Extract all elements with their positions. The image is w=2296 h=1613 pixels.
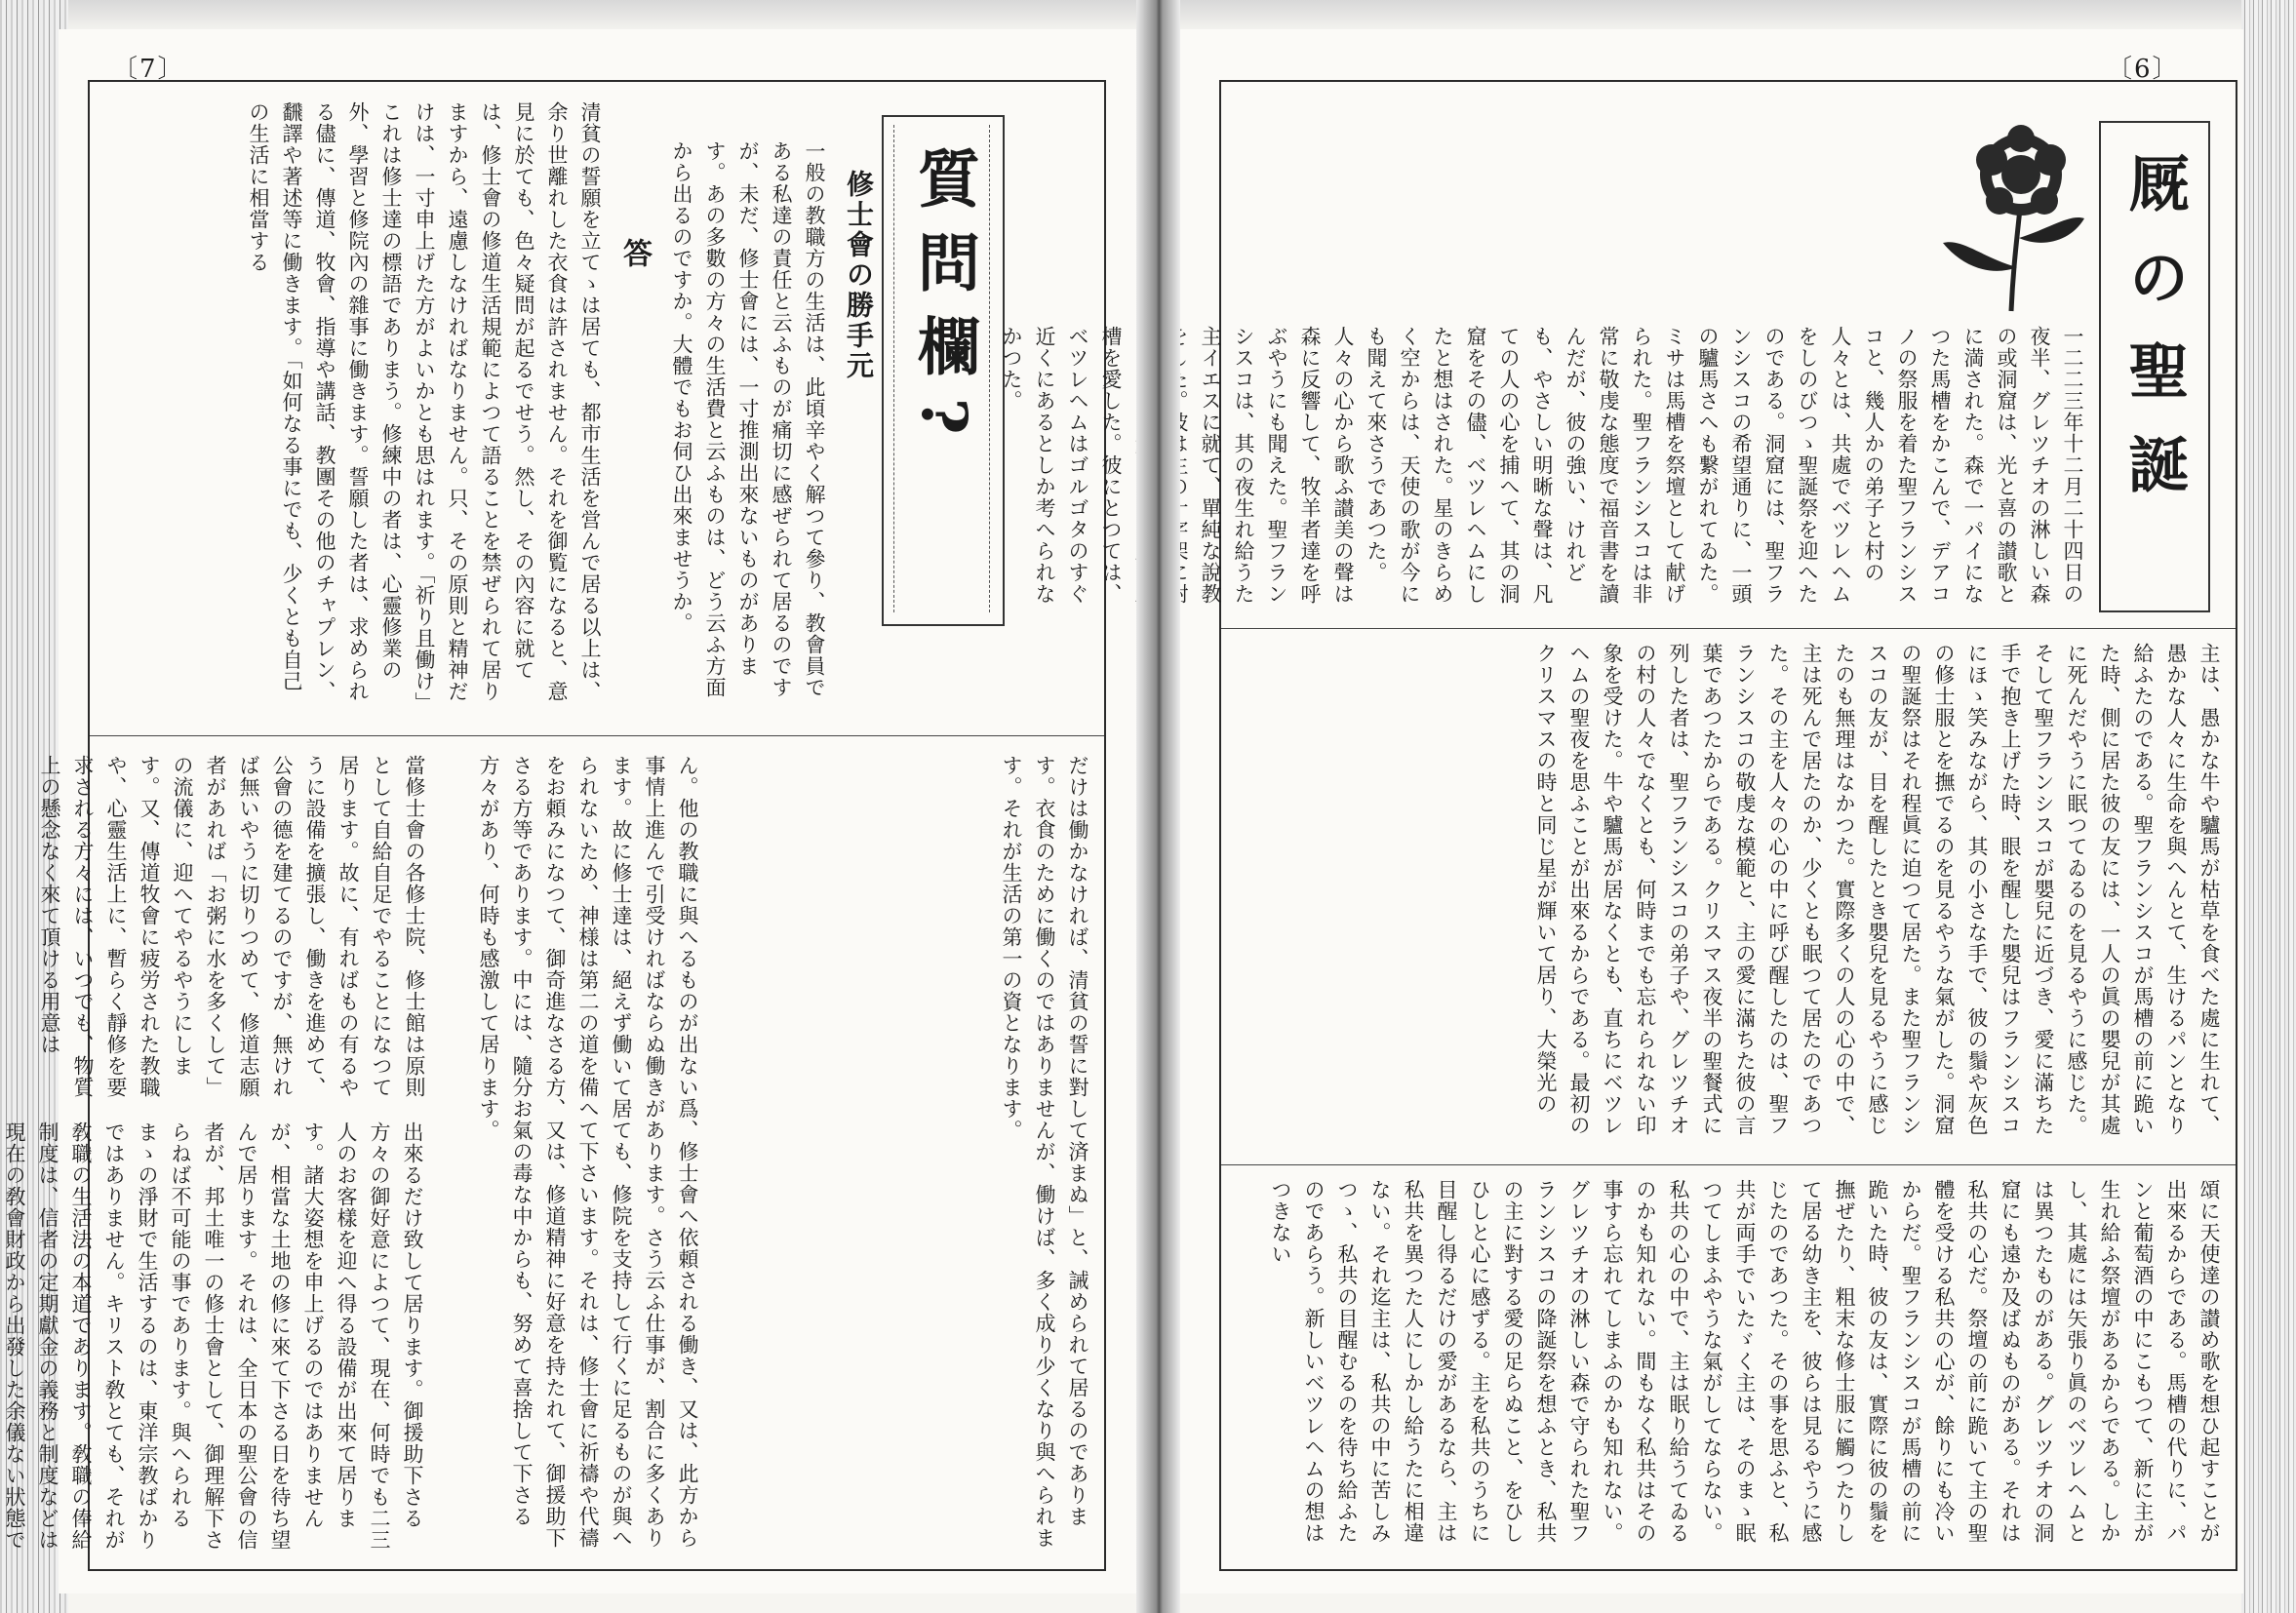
- article-text-upper: 一二二三年十二月二十四日の夜半、グレツチオの淋しい森の或洞窟は、光と喜の讃歌とに満された。森で一パイになつた馬槽をかこんで、デアコノの祭服を着た聖フランシスコと、幾人かの弟子と村の人々とは、共處でベツレヘムをしのびつゝ聖誕祭を迎へたのである。洞窟には、聖フランシスコの希望通りに、一頭の驢馬さへも繋がれてゐた。ミサは馬槽を祭壇として献げられた。聖フランシスコは非常に敬虔な態度で福音書を讀んだが、彼の強い、けれども、やさしい明晰な聲は、凡ての人の心を捕へて、其の洞窟をその儘、ベツレヘムにしたと想はされた。星のきらめく空からは、天使の歌が今にも聞えて來さうであつた。人々の心から歌ふ讃美の聲は森に反響して、牧羊者達を呼ぶやうにも聞えた。聖フランシスコは、其の夜生れ給うた主イエスに就て、單純な說教 槽を愛した。彼にとつては、ベツレヘムはゴルゴタのすぐ近くにあるとしか考へられなかつた。: [1000, 326, 2084, 605]
- page-number-6: 〔6〕: [2107, 55, 2180, 84]
- box-dash-rule: [989, 125, 990, 612]
- article-title-box: [2099, 121, 2210, 612]
- answer-heading: 答: [617, 238, 652, 267]
- question-title-box: [882, 115, 1005, 626]
- answer-text-lower-1: だけは働かなければ、清貧の誓に對して済まぬ」と、誡められて居るのであります。衣食のために働くのではありませんが、働けば、多く成り少くなり與へられます。それが生活の第一の資となります。: [1000, 755, 1089, 1549]
- article-title: 厩の聖誕: [2118, 152, 2190, 527]
- right-page-edges: [2241, 0, 2296, 1613]
- band-divider: [1221, 1164, 2236, 1165]
- answer-text-lower-2: ん。他の教職に與へるものが出ない爲、修士會へ依頼される働き、又は、此方から事情上進んで引受ければならぬ働きがあります。さう云ふ仕事が、割合に多くあります。故に修士達は、絕えず働いて居ても、修院を支持して行くに足るものが與へられないため、神様は第二の道を備へて下さいます。それは、修士會に祈禱や代禱をお頼みになつて、御奇進なさる方、又は、修道精神に好意を持たれて、御援助下さる方等であります。中には、隨分お氣の毒な中からも、努めて喜捨して下さる方々があり、何時も感激して居ります。: [477, 755, 699, 1549]
- answer-text-lower-3: 當修士會の各修士院、修士館は原則として自給自足でやることになつて居ります。故に、有ればもの有るやうに設備を擴張し、働きを進めて、公會の德を建てるのですが、無ければ無いやうに切りつめて、修道志願者があれば「お粥に水を多くして」の流儀に、迎へてやるやうにします。又、傳道牧會に疲労された教職や、心靈生活上に、暫らく靜修を要求される方々には、いつでも、物質上の懸念なく來て頂ける用意は: [38, 755, 426, 1098]
- band-divider: [1221, 628, 2236, 629]
- question-text: 一般の教職方の生活は、此頃辛やく解つて參り、教會員である私達の責任と云ふものが痛切に感ぜられて居るのですが、未だ、修士會には、一寸推測出來ないものがあります。あの多數の方々の生活費と云ふものは、どう云ふ方面から出るのですか。大體でもお伺ひ出來ませうか。: [670, 140, 826, 698]
- page-number-7: 〔7〕: [112, 55, 185, 84]
- article-text-middle: 主は、愚かな牛や驢馬が枯草を食べた處に生れて、愚かな人々に生命を與へんとて、生けるパンとなり給ふたのである。聖フランシスコが馬槽の前に跪いた時、側に居た彼の友には、一人の眞の嬰兒が其處に死んだやうに眠つてゐるのを見るやうに感じた。そして聖フランシスコが嬰兒に近づき、愛に滿ちた手で抱き上げた時、眼を醒した嬰兒はフランシスコにほゝ笑みながら、其の小さな手で、彼の鬚や灰色の修士服とを撫でるのを見るやうな氣がした。洞窟の聖誕祭はそれ程眞に迫つて居た。また聖フランシスコの友が、目を醒したとき嬰兒を見るやうに感じたのも無理はなかつた。實際多くの人の心の中で、主は死んで居たのか、少くとも眠つて居たのであつた。その主を人々の心の中に呼び醒したのは、聖フランシスコの敬虔な模範と、主の愛に滿ちた彼の言葉であつたからである。クリスマス夜半の聖餐式に列した者は、聖フランシスコの弟子や、グレツチオの村の人々でなくとも、何時までも忘れられない印象を受けた。牛や驢馬が居なくとも、直ちにベツレヘムの聖夜を思ふことが出來るからである。最初のクリスマスの時と同じ星が輝いて居り、大榮光の: [1534, 643, 2221, 1136]
- box-dash-rule: [893, 125, 894, 612]
- book-gutter: [1136, 0, 1180, 1613]
- left-lower-continuation: 出來るだけ致して居ります。御援助下さる方々の御好意によつて、現在、何時でも二三人のお客樣を迎へ得る設備が出來て居ります。諸大姿想を申上げるのではありませんが、相當な土地の修に來て下さる日を待ち望んで居ります。それは、全日本の聖公會の信者が、邦土唯一の修士會として、御理解下さらねば不可能の事であります。與へられるまゝの淨財で生活するのは、東洋宗教ばかりではありません。キリスト敎とても、それが敎職の生活法の本道であります。敎職の俸給制度は、信者の定期獻金の義務と制度などは現在の敎會財政から出發した余儀ない狀態で: [3, 1121, 424, 1551]
- answer-text-upper: 清貧の誓願を立てゝは居ても、都市生活を営んで居る以上は、余り世離れした衣食は許されません。それを御覧になると、意見に於ても、色々疑問が起るでせう。然し、その內容に就ては、修士會の修道生活規範によつて語ることを禁ぜられて居りますから、遠慮しなければなりません。只、その原則と精神だけは、一寸申上げた方がよいかとも思はれます。「祈り且働け」これは修士達の標語でありまう。修練中の者は、心靈修業の外、學習と修院內の雜事に働きます。誓願した者は、求められる儘に、傳道、牧會、指導や講話、教團その他のチャプレン、飜譯や著述等に働きます。「如何なる事にでも、少くとも自己の生活に相當する: [247, 101, 602, 703]
- article-text-lower: 頌に天使達の讃め歌を想ひ起すことが出來るからである。馬槽の代りに、パンと葡萄酒の中にこもつて、新に主が生れ給ふ祭壇があるからである。しかし、其處には矢張り眞のベツレヘムとは異つたものがある。グレツチオの洞窟にも遠か及ばぬものがある。それは私共の心だ。祭壇の前に跪いて主の聖體を受ける私共の心が、餘りにも冷いからだ。聖フランシスコが馬槽の前に跪いた時、彼の友は、實際に彼の鬚を撫ぜたり、粗末な修士服に觸つたりして居る幼き主を、彼らは見るやうに感じたのであつた。その事を思ふと、私共が両手でいたゞく主は、そのまゝ眠つてしまふやうな氣がしてならない。私共の心の中で、主は眠り給うてゐるのかも知れない。間もなく私共はその事すら忘れてしまふのかも知れない。グレツチオの淋しい森で守られた聖フランシスコの降誕祭を想ふとき、私共の主に對する愛の足らぬこと、をひしひしと心に感ずる。主を私共のうちに目醒し得るだけの愛があるなら、主は私共を異つた人にしかし給うたに相違ない。それ迄主は、私共の中に苦しみつゝ、私共の目醒むるのを待ち給ふたのであらう。新しいベツレヘムの想はつきない: [1269, 1179, 2221, 1544]
- band-divider: [90, 735, 1104, 736]
- question-subtitle: 修士會の勝手元: [843, 170, 875, 381]
- question-column-title: 質問欄?: [907, 146, 980, 456]
